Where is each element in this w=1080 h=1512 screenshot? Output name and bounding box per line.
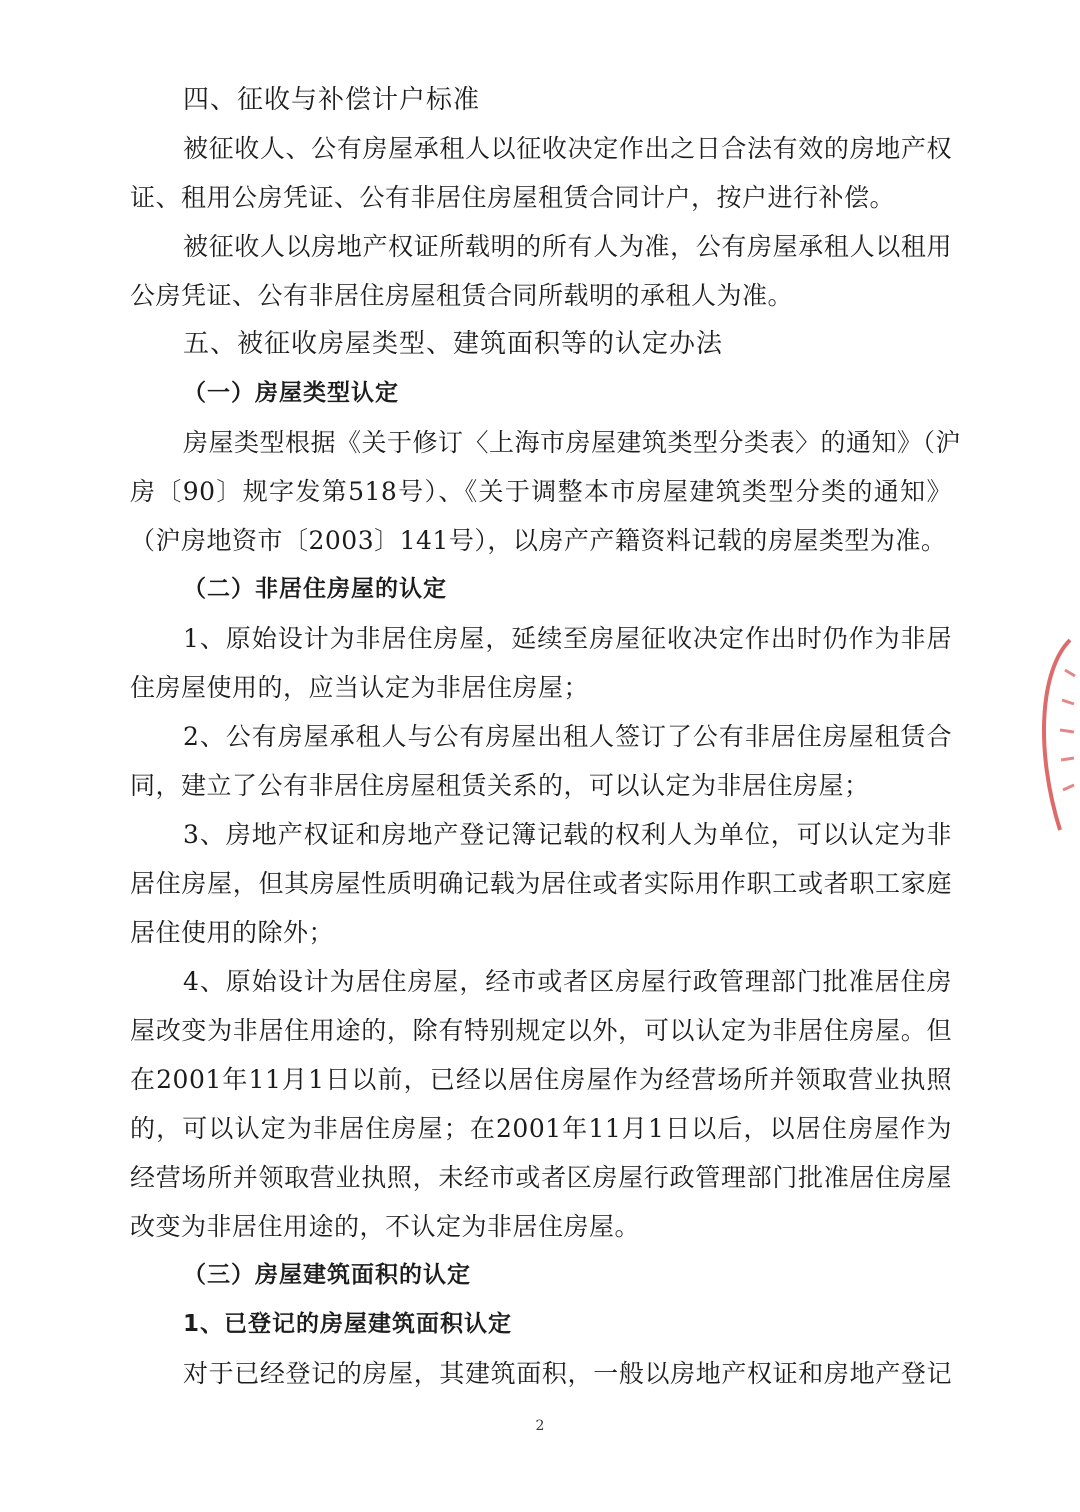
item-4-line-5: 经营场所并领取营业执照，未经市或者区房屋行政管理部门批准居住房屋	[130, 1163, 952, 1192]
item-2-line-1: 2、公有房屋承租人与公有房屋出租人签订了公有非居住房屋租赁合	[183, 722, 952, 751]
paragraph-3-line-2: 房〔90〕规字发第518号）、《关于调整本市房屋建筑类型分类的通知》	[130, 477, 952, 506]
item-4-line-1: 4、原始设计为居住房屋，经市或者区房屋行政管理部门批准居住房	[183, 967, 952, 996]
paragraph-1-line-1: 被征收人、公有房屋承租人以征收决定作出之日合法有效的房地产权	[183, 134, 952, 163]
paragraph-1-line-2: 证、租用公房凭证、公有非居住房屋租赁合同计户，按户进行补偿。	[130, 183, 896, 212]
page-number: 2	[535, 1418, 545, 1434]
item-1-line-1: 1、原始设计为非居住房屋，延续至房屋征收决定作出时仍作为非居	[183, 624, 952, 653]
paragraph-3-line-3: （沪房地资市〔2003〕141号），以房产产籍资料记载的房屋类型为准。	[130, 526, 947, 555]
section-5-title: 五、被征收房屋类型、建筑面积等的认定办法	[183, 329, 724, 359]
subsection-2-title: （二）非居住房屋的认定	[183, 576, 447, 602]
item-2-line-2: 同，建立了公有非居住房屋租赁关系的，可以认定为非居住房屋；	[130, 771, 870, 800]
paragraph-4-line-1: 对于已经登记的房屋，其建筑面积，一般以房地产权证和房地产登记	[183, 1359, 952, 1388]
item-3-line-1: 3、房地产权证和房地产登记簿记载的权利人为单位，可以认定为非	[183, 820, 952, 849]
item-4-line-3: 在2001年11月1日以前，已经以居住房屋作为经营场所并领取营业执照	[130, 1065, 952, 1094]
subsection-3-title: （三）房屋建筑面积的认定	[183, 1262, 471, 1288]
item-4-line-2: 屋改变为非居住用途的，除有特别规定以外，可以认定为非居住房屋。但	[130, 1016, 952, 1045]
paragraph-3-line-1: 房屋类型根据《关于修订〈上海市房屋建筑类型分类表〉的通知》（沪	[183, 428, 962, 457]
section-4-title: 四、征收与补偿计户标准	[183, 85, 481, 115]
paragraph-2-line-1: 被征收人以房地产权证所载明的所有人为准，公有房屋承租人以租用	[183, 232, 952, 261]
seal-stamp-icon	[1030, 630, 1080, 850]
item-1-line-2: 住房屋使用的，应当认定为非居住房屋；	[130, 673, 590, 702]
item-4-line-4: 的，可以认定为非居住房屋；在2001年11月1日以后，以居住房屋作为	[130, 1114, 952, 1143]
item-3-line-3: 居住使用的除外；	[130, 918, 335, 947]
item-3-line-2: 居住房屋，但其房屋性质明确记载为居住或者实际用作职工或者职工家庭	[130, 869, 952, 898]
subsection-1-title: （一）房屋类型认定	[183, 380, 399, 406]
item-4-line-6: 改变为非居住用途的，不认定为非居住房屋。	[130, 1212, 641, 1241]
subsection-3-item-1-title: 1、已登记的房屋建筑面积认定	[183, 1311, 513, 1337]
paragraph-2-line-2: 公房凭证、公有非居住房屋租赁合同所载明的承租人为准。	[130, 281, 794, 310]
